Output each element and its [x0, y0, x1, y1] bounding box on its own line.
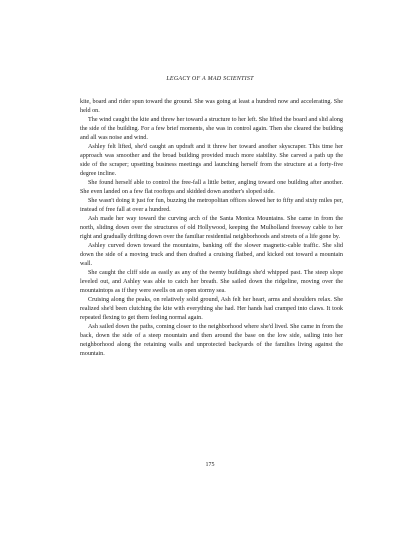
paragraph-1: kite, board and rider spun toward the ground. She was going at least a hundred now and accelerating. She held on. [80, 99, 343, 114]
paragraph-5: She wasn't doing it just for fun, buzzing the metropolitan offices slowed her to fifty and sixty miles per, instead of free fall at over a hundred. [80, 198, 343, 213]
paragraph-9: Cruising along the peaks, on relatively solid ground, Ash felt her heart, arms and shoulders relax. She realized she'd been clutching the kite with everything she had. Her hands had cramped into claws. It took repeated flexing to get them feeling normal again. [80, 297, 343, 321]
page-number: 175 [205, 462, 215, 468]
paragraph-3: Ashley felt lifted, she'd caught an updraft and it threw her toward another skyscraper. This time her approach was smoother and the broad building provided much more stability. She carved a path up the side of the scraper; upsetting business meetings and launching herself from the structure at a forty-five degree incline. [80, 144, 343, 177]
paragraph-6: Ash made her way toward the curving arch of the Santa Monica Mountains. She came in from the north, sliding down over the structures of old Hollywood, keeping the Mulholland freeway cable to her right and gradually drifting down over the familiar residential neighborhoods and streets of a life gone by. [80, 216, 343, 240]
paragraph-7: Ashley curved down toward the mountains, banking off the slower magnetic-cable traffic. She slid down the side of a moving truck and then drafted a cruising flatbed, and kicked out toward a mountain wall. [80, 243, 343, 267]
paragraph-2: The wind caught the kite and threw her toward a structure to her left. She lifted the board and slid along the side of the building. For a few brief moments, she was in control again. Then she cleared the building and all was noise and wind. [80, 117, 343, 141]
running-head: LEGACY OF A MAD SCIENTIST [166, 76, 254, 82]
body-text [80, 98, 343, 359]
paragraph-8: She caught the cliff side as easily as any of the twenty buildings she'd whipped past. The steep slope leveled out, and Ashley was able to catch her breath. She sailed down the ridgeline, moving over the mountaintops as if they were swells on an open stormy sea. [80, 270, 343, 294]
paragraph-4: She found herself able to control the free-fall a little better, angling toward one building after another. She even landed on a few flat rooftops and skidded down another's sloped side. [80, 180, 343, 195]
paragraph-10: Ash sailed down the paths, coming closer to the neighborhood where she'd lived. She came in from the back, down the side of a steep mountain and then around the base on the low side, sailing into her neighborhood along the retaining walls and unprotected backyards of the families living against the mountain. [80, 324, 343, 357]
